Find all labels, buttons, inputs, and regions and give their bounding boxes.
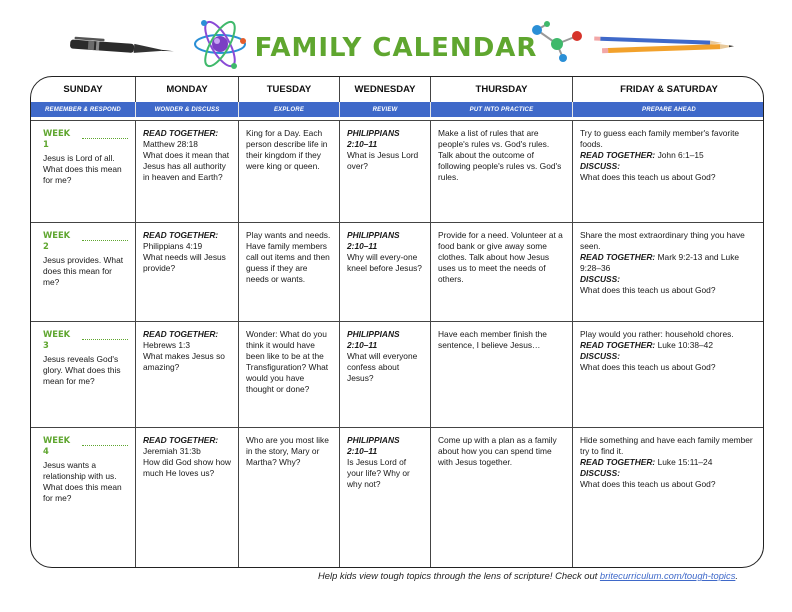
day-header-thursday: THURSDAY	[430, 77, 572, 102]
friday-saturday-cell	[572, 223, 764, 321]
read-together-label: READ TOGETHER:	[580, 251, 656, 262]
monday-cell	[135, 223, 238, 321]
day-header-tuesday: TUESDAY	[238, 77, 339, 102]
thursday-text: Have each member finish the sentence, I believe Jesus…	[438, 329, 547, 350]
tuesday-cell	[238, 428, 339, 568]
thursday-text: Make a list of rules that are people's rules vs. God's rules. Talk about the outcome of following people's rules vs. God's rules.	[438, 128, 562, 182]
philippians-label: PHILIPPIANS 2:10–11	[347, 230, 400, 251]
sunday-cell	[31, 121, 135, 222]
sunday-cell	[31, 428, 135, 568]
footer-period: .	[735, 570, 738, 581]
theme-prepare-ahead: PREPARE AHEAD	[572, 102, 764, 117]
day-header-row	[31, 77, 763, 102]
sunday-cell	[31, 322, 135, 427]
monday-text: Matthew 28:18 What does it mean that Jesus has all authority in heaven and Earth?	[143, 138, 230, 182]
theme-review: REVIEW	[339, 102, 430, 117]
wednesday-text: Is Jesus Lord of your life? Why or why not?	[347, 456, 410, 489]
monday-cell	[135, 322, 238, 427]
week-row-1	[31, 120, 763, 222]
sunday-prompt: Jesus reveals God's glory. What does this mean for me?	[43, 353, 121, 386]
calendar-table	[30, 76, 764, 568]
friday-scripture: Luke 15:11–24	[657, 456, 713, 467]
tuesday-cell	[238, 322, 339, 427]
thursday-cell	[430, 223, 572, 321]
theme-wonder-discuss: WONDER & DISCUSS	[135, 102, 238, 117]
sunday-cell	[31, 223, 135, 321]
monday-cell	[135, 121, 238, 222]
friday-scripture: John 6:1–15	[657, 149, 704, 160]
monday-text: Hebrews 1:3 What makes Jesus so amazing?	[143, 339, 225, 372]
friday-intro: Share the most extraordinary thing you have seen.	[580, 230, 745, 251]
day-header-sunday: SUNDAY	[63, 84, 103, 95]
theme-explore: EXPLORE	[238, 102, 339, 117]
monday-text: Jeremiah 31:3b How did God show how much He loves us?	[143, 445, 231, 478]
page-title: FAMILY CALENDAR	[254, 33, 538, 63]
sunday-prompt: Jesus provides. What does this mean for me?	[43, 254, 124, 287]
wednesday-text: What will everyone confess about Jesus?	[347, 350, 418, 383]
friday-saturday-cell	[572, 322, 764, 427]
philippians-label: PHILIPPIANS 2:10–11	[347, 128, 400, 149]
week-label: WEEK 2	[43, 230, 128, 252]
sunday-prompt: Jesus wants a relationship with us. What does this mean for me?	[43, 459, 122, 503]
philippians-label: PHILIPPIANS 2:10–11	[347, 329, 400, 350]
wednesday-text: What is Jesus Lord over?	[347, 149, 419, 171]
week-label: WEEK 1	[43, 128, 128, 150]
week-row-2	[31, 222, 763, 321]
thursday-text: Provide for a need. Volunteer at a food bank or give away some clothes. Talk about how Jesus uses us to meet the needs of others.	[438, 230, 563, 284]
friday-intro: Try to guess each family member's favorite foods.	[580, 128, 740, 149]
philippians-label: PHILIPPIANS 2:10–11	[347, 435, 400, 456]
thursday-cell	[430, 121, 572, 222]
theme-put-into-practice: PUT INTO PRACTICE	[430, 102, 572, 117]
discuss-label: DISCUSS:	[580, 467, 621, 478]
day-header-wednesday: WEDNESDAY	[339, 77, 430, 102]
thursday-cell	[430, 322, 572, 427]
read-together-label: READ TOGETHER:	[143, 329, 219, 339]
friday-scripture: Luke 10:38–42	[657, 339, 713, 350]
wednesday-text: Why will every-one kneel before Jesus?	[347, 251, 422, 273]
week-label: WEEK 4	[43, 435, 128, 457]
theme-header-row	[31, 102, 763, 117]
week-label: WEEK 3	[43, 329, 128, 351]
read-together-label: READ TOGETHER:	[580, 339, 656, 350]
footer-note	[0, 570, 738, 581]
tuesday-cell	[238, 121, 339, 222]
discuss-label: DISCUSS:	[580, 350, 621, 361]
tuesday-text: Wonder: What do you think it would have been like to be at the Transfiguration? What would you have thought or done?	[246, 329, 329, 394]
theme-remember-respond: REMEMBER & RESPOND	[45, 106, 121, 113]
friday-discuss-question: What does this teach us about God?	[580, 171, 716, 182]
discuss-label: DISCUSS:	[580, 160, 621, 171]
tough-topics-link[interactable]: britecurriculum.com/tough-topics	[599, 570, 736, 581]
wednesday-cell	[339, 322, 430, 427]
friday-discuss-question: What does this teach us about God?	[580, 284, 716, 295]
day-header-friday-saturday: FRIDAY & SATURDAY	[572, 77, 764, 102]
read-together-label: READ TOGETHER:	[143, 128, 219, 138]
friday-intro: Hide something and have each family member try to find it.	[580, 435, 753, 456]
wednesday-cell	[339, 121, 430, 222]
friday-discuss-question: What does this teach us about God?	[580, 478, 716, 489]
monday-text: Philippians 4:19 What needs will Jesus provide?	[143, 240, 226, 273]
read-together-label: READ TOGETHER:	[143, 435, 219, 445]
wednesday-cell	[339, 428, 430, 568]
tuesday-text: Play wants and needs. Have family members call out items and then guess if they are needs or wants.	[246, 230, 331, 284]
tuesday-text: Who are you most like in the story, Mary or Martha? Why?	[246, 435, 329, 467]
tuesday-cell	[238, 223, 339, 321]
read-together-label: READ TOGETHER:	[580, 149, 656, 160]
read-together-label: READ TOGETHER:	[143, 230, 219, 240]
friday-scripture: Mark 9:2-13 and Luke 9:28–36	[580, 251, 740, 273]
read-together-label: READ TOGETHER:	[580, 456, 656, 467]
tuesday-text: King for a Day. Each person describe life in their kingdom if they were king or queen.	[246, 128, 328, 171]
footer-text: Help kids view tough topics through the lens of scripture! Check out	[318, 570, 600, 581]
wednesday-cell	[339, 223, 430, 321]
friday-saturday-cell	[572, 428, 764, 568]
thursday-cell	[430, 428, 572, 568]
week-row-4	[31, 427, 763, 568]
day-header-monday: MONDAY	[135, 77, 238, 102]
monday-cell	[135, 428, 238, 568]
thursday-text: Come up with a plan as a family about how you can spend time with Jesus together.	[438, 435, 557, 467]
friday-saturday-cell	[572, 121, 764, 222]
friday-intro: Play would you rather: household chores.	[580, 329, 734, 339]
discuss-label: DISCUSS:	[580, 273, 621, 284]
week-row-3	[31, 321, 763, 427]
sunday-prompt: Jesus is Lord of all. What does this mean for me?	[43, 152, 122, 185]
friday-discuss-question: What does this teach us about God?	[580, 361, 716, 372]
